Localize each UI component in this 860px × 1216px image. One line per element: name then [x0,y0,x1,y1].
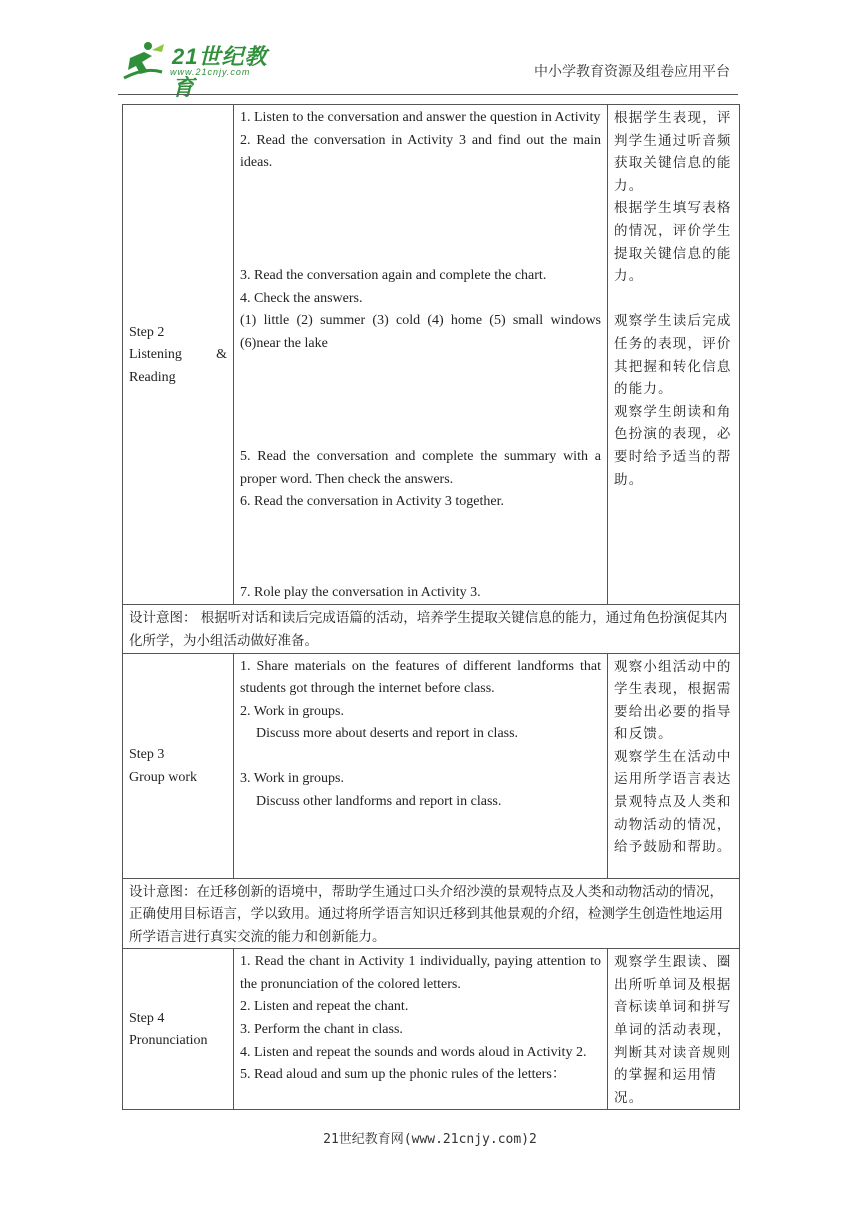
step4-name: Pronunciation [129,1033,208,1049]
step2-activity-4: 4. Check the answers. [240,290,363,306]
step2-activities-cell [234,105,608,605]
step4-activity-5: 5. Read aloud and sum up the phonic rules of the letters： [240,1067,566,1083]
step3-label-cell [123,653,234,878]
lesson-plan-table [122,104,740,1110]
step2-eval-2: 根据学生填写表格的情况，评价学生提取关键信息的能力。 [614,200,732,285]
step4-label-cell [123,949,234,1110]
step4-evaluation-cell: 观察学生跟读、圈出所听单词及根据音标读单词和拼写单词的活动表现，判断其对读音规则的掌握和运用情况。 [608,949,740,1110]
step3-name: Group work [129,769,198,785]
step4-row [123,949,740,1110]
step2-name-b: Reading [129,369,176,385]
step3-eval-2: 观察学生在活动中运用所学语言表达景观特点及人类和动物活动的情况，给予鼓励和帮助。 [614,748,732,856]
step2-name-amp: & [216,347,227,363]
step2-answers: (1) little (2) summer (3) cold (4) home (5) small windows (6)near the lake [240,313,601,351]
step3-eval-1: 观察小组活动中的学生表现，根据需要给出必要的指导和反馈。 [614,658,732,743]
runner-logo-icon [118,38,170,84]
design-intent-2: 设计意图： 根据听对话和读后完成语篇的活动，培养学生提取关键信息的能力，通过角色扮演促其内化所学，为小组活动做好准备。 [123,605,740,653]
step3-row [123,653,740,878]
step2-activity-5: 5. Read the conversation and complete the summary with a proper word. Then check the answers. [240,448,601,487]
page-header [0,0,860,100]
step2-row [123,105,740,605]
step4-number: Step 4 [129,1010,165,1026]
step2-activity-2: 2. Read the conversation in Activity 3 and find out the main ideas. [240,132,601,171]
site-logo [118,38,288,100]
step2-eval-3: 观察学生读后完成任务的表现，评价其把握和转化信息的能力。 [614,313,732,398]
step3-evaluation-cell [608,653,740,878]
design-intent-row-3 [123,878,740,949]
step4-activity-4: 4. Listen and repeat the sounds and words aloud in Activity 2. [240,1044,587,1060]
step2-label-cell [123,105,234,605]
step3-activity-2-detail: Discuss more about deserts and report in class. [256,726,519,742]
header-divider [118,94,738,95]
step2-activity-6: 6. Read the conversation in Activity 3 together. [240,494,504,510]
step2-activity-3: 3. Read the conversation again and complete the chart. [240,268,547,284]
step2-activity-1: 1. Listen to the conversation and answer the question in Activity [240,110,601,125]
logo-text: 21世纪教育 [172,44,268,100]
design-intent-3: 设计意图：在迁移创新的语境中，帮助学生通过口头介绍沙漠的景观特点及人类和动物活动的情况，正确使用目标语言，学以致用。通过将所学语言知识迁移到其他景观的介绍，检测学生创造性地运用所学语言进行真实交流的能力和创新能力。 [123,878,740,949]
step4-activity-2: 2. Listen and repeat the chant. [240,999,409,1015]
step3-activities-cell [234,653,608,878]
step3-number: Step 3 [129,746,165,762]
logo-url: www.21cnjy.com [170,67,251,77]
page-footer: 21世纪教育网(www.21cnjy.com)2 [323,1132,537,1147]
step3-activity-3-detail: Discuss other landforms and report in class. [256,794,502,810]
step4-activity-1: 1. Read the chant in Activity 1 individually, paying attention to the pronunciation of the colored letters. [240,954,601,992]
step2-number: Step 2 [129,324,165,340]
step3-activity-3: 3. Work in groups. [240,771,345,787]
step3-activity-2: 2. Work in groups. [240,703,345,719]
step2-name-row [129,344,227,367]
step2-activity-7: 7. Role play the conversation in Activity 3. [240,584,481,600]
step2-eval-1: 根据学生表现，评判学生通过听音频获取关键信息的能力。 [614,110,732,194]
step2-eval-4: 观察学生朗读和角色扮演的表现，必要时给予适当的帮助。 [614,403,732,488]
step3-activity-1: 1. Share materials on the features of different landforms that students got through the internet before class. [240,658,601,697]
step2-evaluation-cell [608,105,740,605]
design-intent-row-2 [123,605,740,653]
platform-title: 中小学教育资源及组卷应用平台 [534,64,730,80]
step2-name-a: Listening [129,347,182,363]
step4-activity-3: 3. Perform the chant in class. [240,1022,403,1038]
step4-activities-cell [234,949,608,1110]
